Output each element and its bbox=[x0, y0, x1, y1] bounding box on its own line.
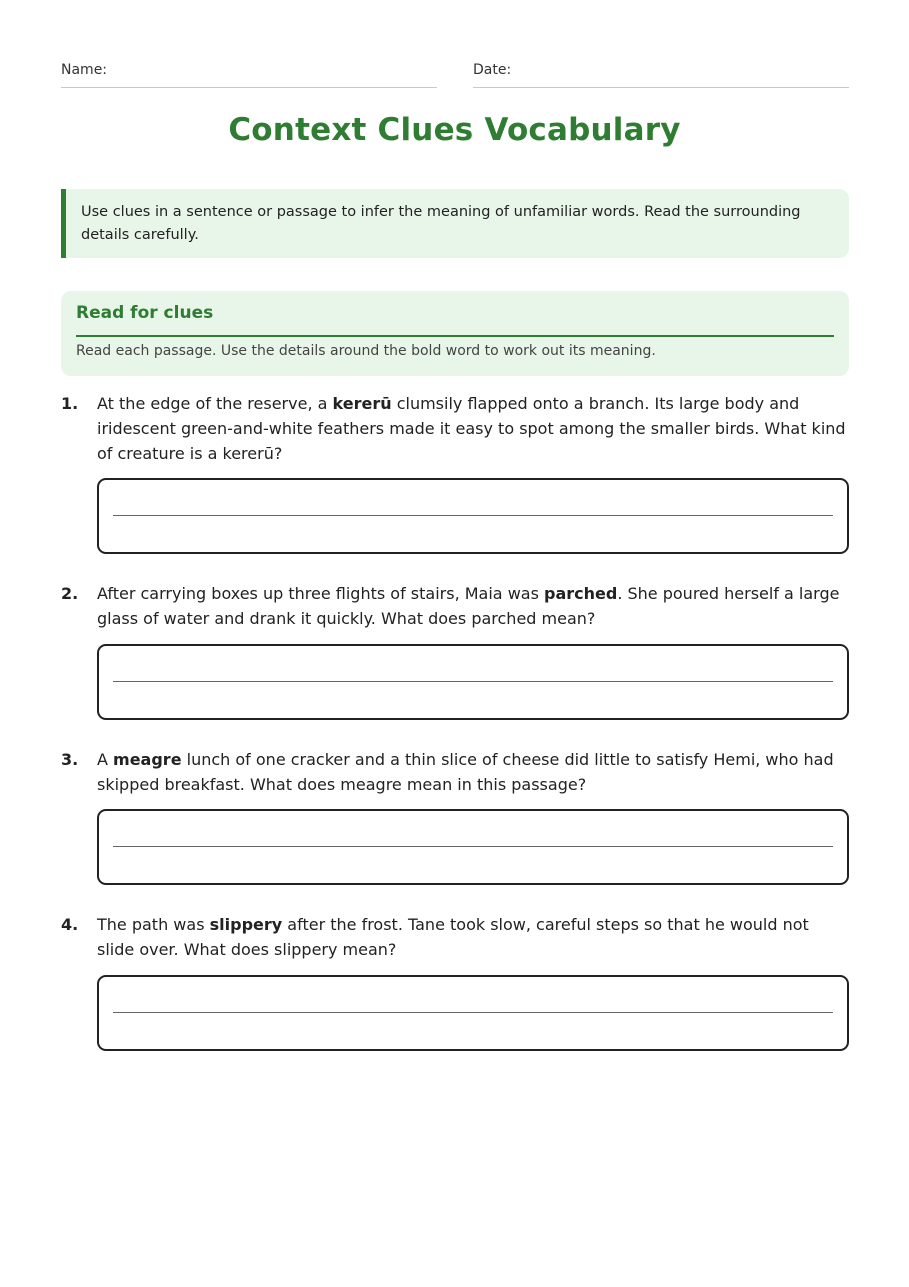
section-instructions: Read each passage. Use the details around the bold word to work out its meaning. bbox=[76, 343, 656, 359]
question-text-before: The path was bbox=[97, 915, 210, 934]
question-text bbox=[97, 581, 849, 631]
section-title: Read for clues bbox=[76, 303, 214, 323]
answer-line bbox=[113, 846, 833, 847]
answer-box-2[interactable] bbox=[97, 644, 849, 720]
name-field[interactable] bbox=[61, 62, 437, 88]
question-text-before: A bbox=[97, 750, 114, 769]
question-number: 2. bbox=[61, 584, 79, 603]
question-number: 3. bbox=[61, 750, 79, 769]
name-label: Name: bbox=[61, 62, 108, 78]
date-label: Date: bbox=[473, 62, 512, 78]
question-number: 1. bbox=[61, 394, 79, 413]
question-number: 4. bbox=[61, 915, 79, 934]
answer-line bbox=[113, 515, 833, 516]
answer-line bbox=[113, 1012, 833, 1013]
vocabulary-word: parched bbox=[544, 584, 618, 603]
question-text bbox=[97, 747, 849, 797]
intro-text: Use clues in a sentence or passage to infer the meaning of unfamiliar words. Read the surrounding details carefully. bbox=[81, 204, 801, 243]
answer-box-4[interactable] bbox=[97, 975, 849, 1051]
vocabulary-word: kererū bbox=[332, 394, 392, 413]
question-text-after: lunch of one cracker and a thin slice of cheese did little to satisfy Hemi, who had skipped breakfast. What does meagre mean in this passage? bbox=[97, 750, 834, 794]
vocabulary-word: slippery bbox=[209, 915, 283, 934]
answer-line bbox=[113, 681, 833, 682]
vocabulary-word: meagre bbox=[113, 750, 182, 769]
question-text-after: clumsily flapped onto a branch. Its large body and iridescent green-and-white feathers made it easy to spot among the smaller birds. What kind of creature is a kererū? bbox=[97, 394, 846, 463]
question-text-before: At the edge of the reserve, a bbox=[97, 394, 333, 413]
question-text bbox=[97, 912, 849, 962]
question-text-after: after the frost. Tane took slow, careful steps so that he would not slide over. What does slippery mean? bbox=[97, 915, 809, 959]
answer-box-3[interactable] bbox=[97, 809, 849, 885]
question-text bbox=[97, 391, 849, 466]
page-title: Context Clues Vocabulary bbox=[228, 112, 681, 148]
question-text-after: . She poured herself a large glass of water and drank it quickly. What does parched mean? bbox=[97, 584, 840, 628]
section-panel bbox=[61, 291, 849, 376]
date-field[interactable] bbox=[473, 62, 849, 88]
section-divider bbox=[76, 335, 834, 337]
question-text-before: After carrying boxes up three flights of stairs, Maia was bbox=[97, 584, 544, 603]
intro-callout bbox=[61, 189, 849, 258]
answer-box-1[interactable] bbox=[97, 478, 849, 554]
